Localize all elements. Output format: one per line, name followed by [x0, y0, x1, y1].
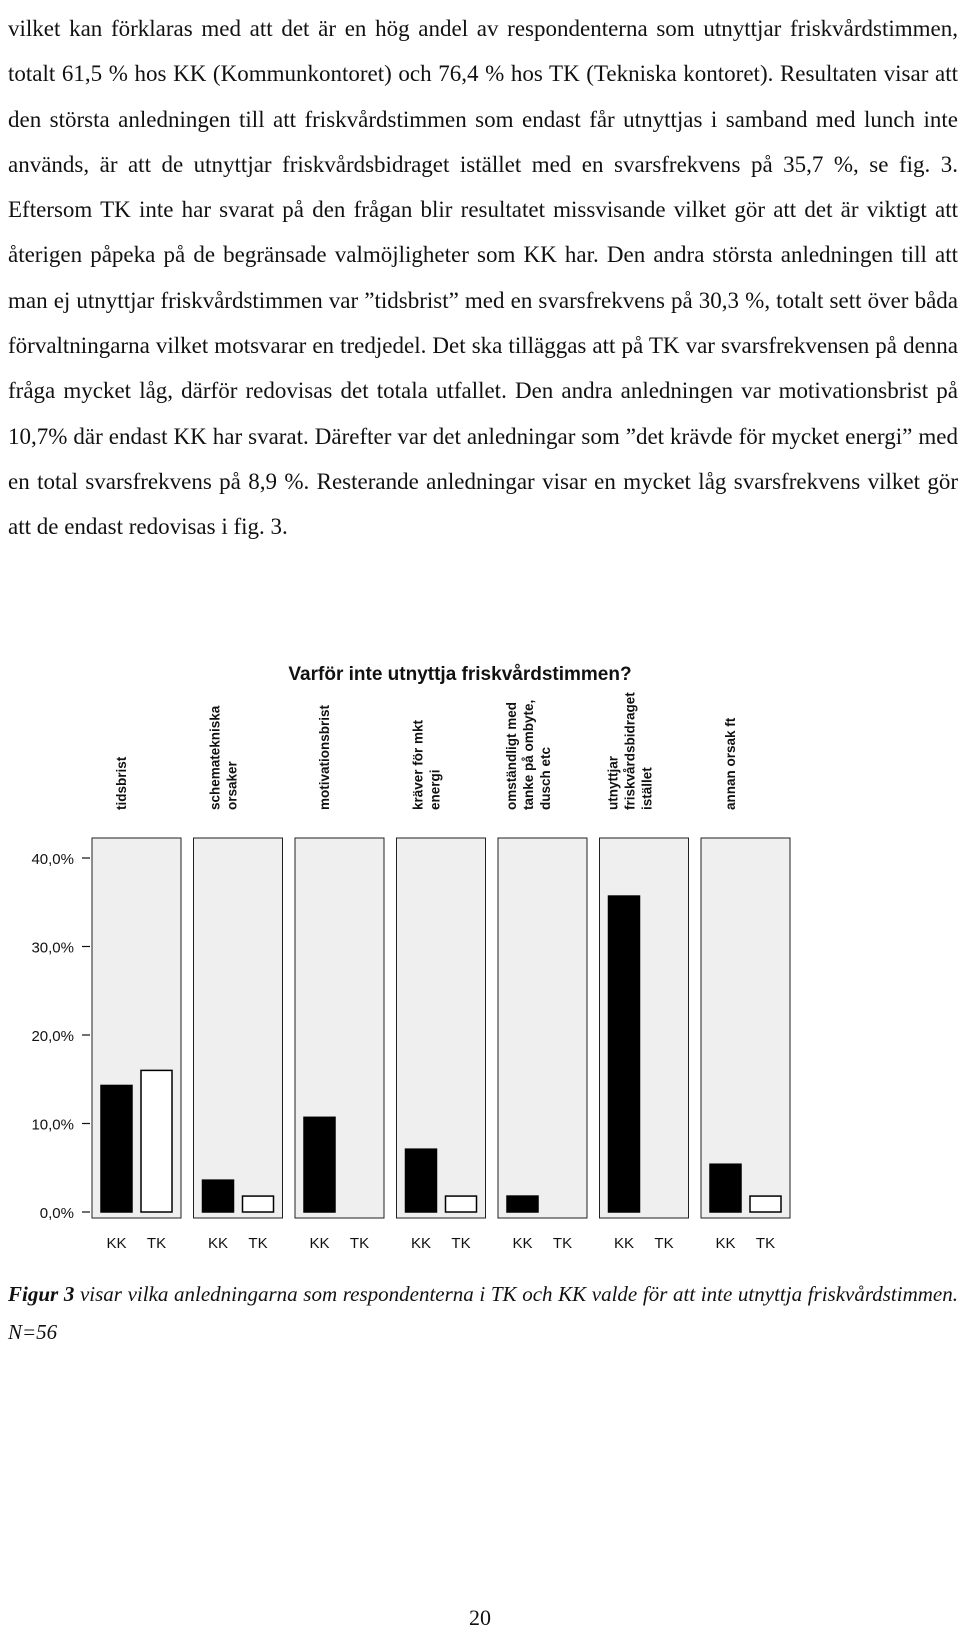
category-label-line: energi [427, 769, 443, 810]
group-label-tk: TK [349, 1235, 370, 1250]
group-label-kk: KK [106, 1235, 127, 1250]
category-label-line: orsaker [224, 761, 240, 810]
bar-kk [710, 1164, 741, 1212]
group-label-tk: TK [654, 1235, 674, 1250]
category-panel [701, 838, 790, 1218]
caption-text: visar vilka anledningarna som respondenterna i TK och KK valde för att inte utnyttja friskvårdstimmen. N=56 [8, 1282, 958, 1344]
group-label-tk: TK [146, 1235, 167, 1250]
bar-tk [141, 1070, 172, 1212]
category-label-line: friskvårdsbidraget [622, 692, 638, 810]
category-label-line: schematekniska [207, 705, 223, 810]
category-label [504, 700, 553, 810]
category-label [114, 756, 129, 810]
group-label-kk: KK [207, 1235, 229, 1250]
group-label-tk: TK [552, 1235, 573, 1250]
y-tick-label: 20,0% [31, 1028, 74, 1045]
category-panel [498, 838, 587, 1218]
group-label-tk: TK [451, 1235, 471, 1250]
page-number: 20 [469, 1605, 491, 1630]
category-label-line: utnyttjar [605, 756, 621, 810]
category-label-line: istället [639, 767, 655, 810]
category-label-line: tidsbrist [114, 756, 129, 810]
y-tick-label: 10,0% [31, 1116, 74, 1134]
category-label-line: dusch etc [538, 746, 553, 810]
bar-tk [750, 1196, 781, 1212]
bar-kk [507, 1196, 538, 1212]
category-panel [194, 838, 283, 1218]
category-label-line: tanke på ombyte, [521, 699, 536, 810]
group-label-kk: KK [512, 1235, 533, 1250]
caption-label: Figur 3 [8, 1282, 75, 1306]
bar-tk [243, 1196, 274, 1212]
bar-kk [101, 1085, 132, 1212]
category-label [411, 719, 443, 810]
group-label-tk: TK [755, 1235, 776, 1250]
bar-kk [406, 1149, 437, 1212]
bar-tk [446, 1196, 477, 1212]
group-label-kk: KK [410, 1235, 432, 1250]
category-label-line: omständligt med [504, 701, 519, 810]
body-paragraph: vilket kan förklaras med att det är en hög andel av respondenterna som utnyttjar friskvårdstimmen, totalt 61,5 % hos KK (Kommunkontoret) och 76,4 % hos TK (Tekniska kontoret). Resultaten visar att den största anledningen till att friskvårdstimmen som endast får utnyttjas i samband med lunch inte används, är att de utnyttjar friskvårdsbidraget istället med en svarsfrekvens på 35,7 %, se fig. 3. Eftersom TK inte har svarat på den frågan blir resultatet missvisande vilket gör att det är viktigt att återigen påpeka på de begränsade valmöjligheter som KK har. Den andra största anledningen till att man ej utnyttjar friskvårdstimmen var ”tidsbrist” med en svarsfrekvens på 30,3 %, totalt sett över båda förvaltningarna vilket motsvarar en tredjedel. Det ska tilläggas att på TK var svarsfrekvensen på denna fråga mycket låg, därför redovisas det totala utfallet. Den andra anledningen var motivationsbrist på 10,7% där endast KK har svarat. Därefter var det anledningar som ”det krävde för mycket energi” med en total svarsfrekvens på 8,9 %. Resterande anledningar visar en mycket låg svarsfrekvens vilket gör att de endast redovisas i fig. 3. [8, 16, 958, 540]
category-label [723, 717, 738, 810]
category-label-line: motivationsbrist [317, 704, 332, 810]
category-label-line: annan orsak ft [723, 717, 738, 810]
category-label [317, 704, 332, 810]
y-tick-label: 40,0% [31, 851, 74, 868]
category-label-line: kräver för mkt [410, 719, 426, 810]
group-label-kk: KK [309, 1235, 330, 1250]
group-label-tk: TK [248, 1235, 268, 1250]
bar-kk [609, 896, 640, 1212]
chart-title: Varför inte utnyttja friskvårdstimmen? [288, 664, 632, 685]
y-tick-label: 30,0% [31, 939, 74, 957]
bar-chart [0, 690, 960, 1250]
bar-kk [304, 1117, 335, 1212]
category-label [606, 692, 655, 810]
y-tick-label: 0,0% [39, 1205, 74, 1222]
group-label-kk: KK [613, 1235, 635, 1250]
figure-caption [8, 1275, 958, 1351]
group-label-kk: KK [715, 1235, 736, 1250]
category-label [208, 705, 240, 810]
bar-kk [203, 1180, 234, 1212]
